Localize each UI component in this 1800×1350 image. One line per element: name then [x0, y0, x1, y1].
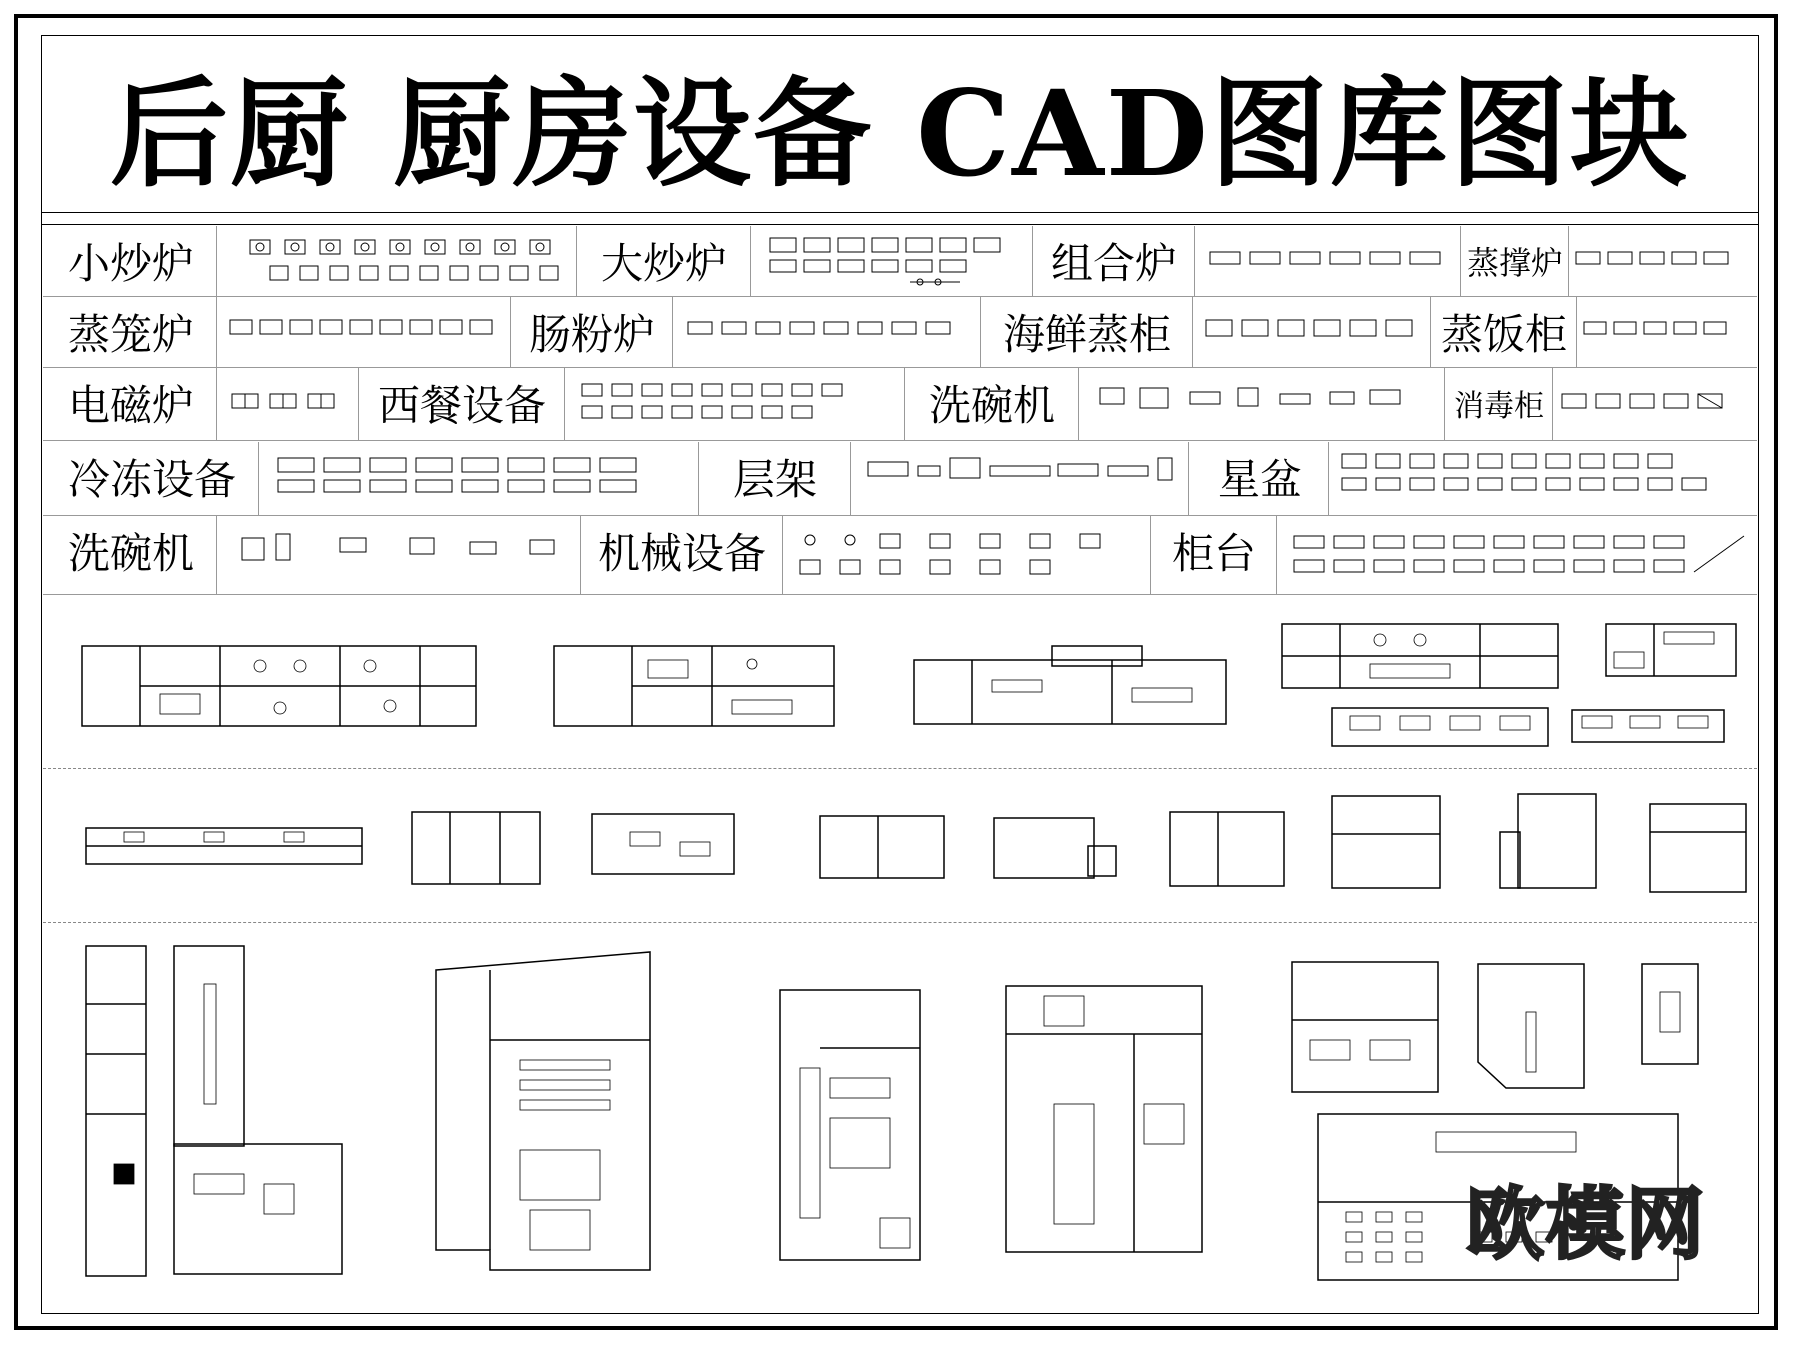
category-label: 肠粉炉 [528, 310, 655, 359]
cell-divider [1078, 368, 1079, 440]
category-label: 柜台 [1171, 529, 1256, 578]
category-label: 消毒柜 [1454, 389, 1544, 424]
equipment-blocks [1205, 240, 1455, 280]
cell-divider [216, 297, 217, 367]
cell-divider [1276, 516, 1277, 594]
thumbnail-strip [790, 526, 1146, 596]
equipment-blocks [1284, 528, 1754, 584]
cell-divider [1194, 226, 1195, 296]
equipment-blocks [1090, 380, 1438, 430]
cell-divider [980, 297, 981, 367]
cell-divider [1150, 516, 1151, 594]
page-title: 后厨 厨房设备 CAD图库图块 [110, 64, 1690, 203]
category-label: 蒸撑炉 [1466, 244, 1563, 282]
equipment-blocks [230, 232, 580, 292]
category-label: 蒸饭柜 [1440, 310, 1567, 359]
equipment-blocks [1556, 382, 1754, 422]
cell-divider [672, 297, 673, 367]
equipment-blocks [572, 378, 894, 428]
cell-divider [216, 516, 217, 594]
equipment-blocks [1572, 240, 1754, 280]
cell-divider [750, 226, 751, 296]
floor-plan [1290, 960, 1440, 1094]
thumbnail-strip [760, 232, 1030, 302]
cell-divider [216, 368, 217, 440]
floor-plan [912, 640, 1228, 726]
floor-plan [80, 636, 480, 732]
cell-divider [576, 226, 577, 296]
cell-divider [1552, 368, 1553, 440]
cell-divider [510, 297, 511, 367]
title-rule [41, 212, 1759, 213]
cell-divider [1328, 442, 1329, 515]
section-divider [43, 922, 1757, 923]
thumbnail-strip [1334, 448, 1754, 518]
thumbnail-strip [1580, 310, 1756, 380]
cell-divider [1444, 368, 1445, 440]
floor-plan [992, 816, 1120, 880]
category-label: 电磁炉 [67, 381, 194, 430]
cell-divider [258, 442, 259, 515]
category-label: 层架 [732, 455, 817, 504]
floor-plan [1476, 962, 1586, 1090]
floor-plan [590, 812, 736, 876]
cell-divider [1032, 226, 1033, 296]
cell-divider [1460, 226, 1461, 296]
floor-plan [1570, 704, 1726, 744]
category-label: 蒸笼炉 [67, 310, 194, 359]
floor-plan [84, 944, 344, 1284]
equipment-blocks [226, 384, 356, 424]
floor-plan [818, 814, 946, 880]
category-label: 洗碗机 [67, 529, 194, 578]
equipment-blocks [226, 310, 506, 350]
category-label: 大炒炉 [600, 239, 727, 288]
thumbnail-strip [572, 378, 894, 448]
category-label: 机械设备 [597, 529, 766, 578]
cell-divider [698, 442, 699, 515]
cell-divider [564, 368, 565, 440]
cell-divider [1430, 297, 1431, 367]
floor-plan [1004, 984, 1204, 1254]
equipment-blocks [682, 310, 982, 350]
category-label: 海鲜蒸柜 [1002, 310, 1171, 359]
category-label: 星盆 [1217, 455, 1302, 504]
equipment-blocks [790, 526, 1146, 586]
floor-plan [1640, 962, 1700, 1066]
cell-divider [1188, 442, 1189, 515]
category-label: 冷冻设备 [67, 455, 236, 504]
floor-plan [430, 950, 660, 1290]
thumbnail-strip [858, 452, 1198, 522]
thumbnail-strip [1572, 240, 1754, 310]
floor-plan [1168, 810, 1286, 888]
section-divider [43, 768, 1757, 769]
floor-plan [1604, 622, 1738, 678]
thumbnail-strip [268, 452, 692, 522]
thumbnail-strip [1284, 528, 1754, 598]
thumbnail-strip [230, 232, 580, 302]
watermark-logo: 欧模网 [1465, 1180, 1706, 1270]
cell-divider [904, 368, 905, 440]
thumbnail-strip [1556, 382, 1754, 452]
floor-plan [84, 822, 364, 868]
equipment-blocks [1200, 310, 1428, 350]
cell-divider [1576, 297, 1577, 367]
cell-divider [850, 442, 851, 515]
equipment-blocks [858, 452, 1198, 502]
thumbnail-strip [1090, 380, 1438, 450]
floor-plan [1330, 794, 1442, 890]
floor-plan [1498, 792, 1598, 890]
cell-divider [782, 516, 783, 594]
equipment-blocks [230, 528, 580, 584]
equipment-blocks [760, 232, 1030, 292]
category-label: 小炒炉 [67, 239, 194, 288]
floor-plan [1648, 802, 1748, 894]
equipment-blocks [268, 452, 692, 502]
floor-plan [760, 988, 924, 1270]
equipment-blocks [1580, 310, 1756, 350]
floor-plan [552, 640, 836, 728]
floor-plan [410, 810, 542, 886]
title-rule-2 [41, 224, 1759, 225]
cell-divider [1568, 226, 1569, 296]
floor-plan [1330, 702, 1550, 748]
thumbnail-strip [1205, 240, 1455, 310]
equipment-blocks [1334, 448, 1754, 510]
cell-divider [358, 368, 359, 440]
category-label: 洗碗机 [928, 381, 1055, 430]
floor-plan [1280, 622, 1560, 690]
cell-divider [580, 516, 581, 594]
cell-divider [216, 226, 217, 296]
thumbnail-strip [1200, 310, 1428, 380]
category-label: 西餐设备 [377, 381, 546, 430]
category-label: 组合炉 [1050, 239, 1177, 288]
cell-divider [1192, 297, 1193, 367]
thumbnail-strip [230, 528, 580, 598]
